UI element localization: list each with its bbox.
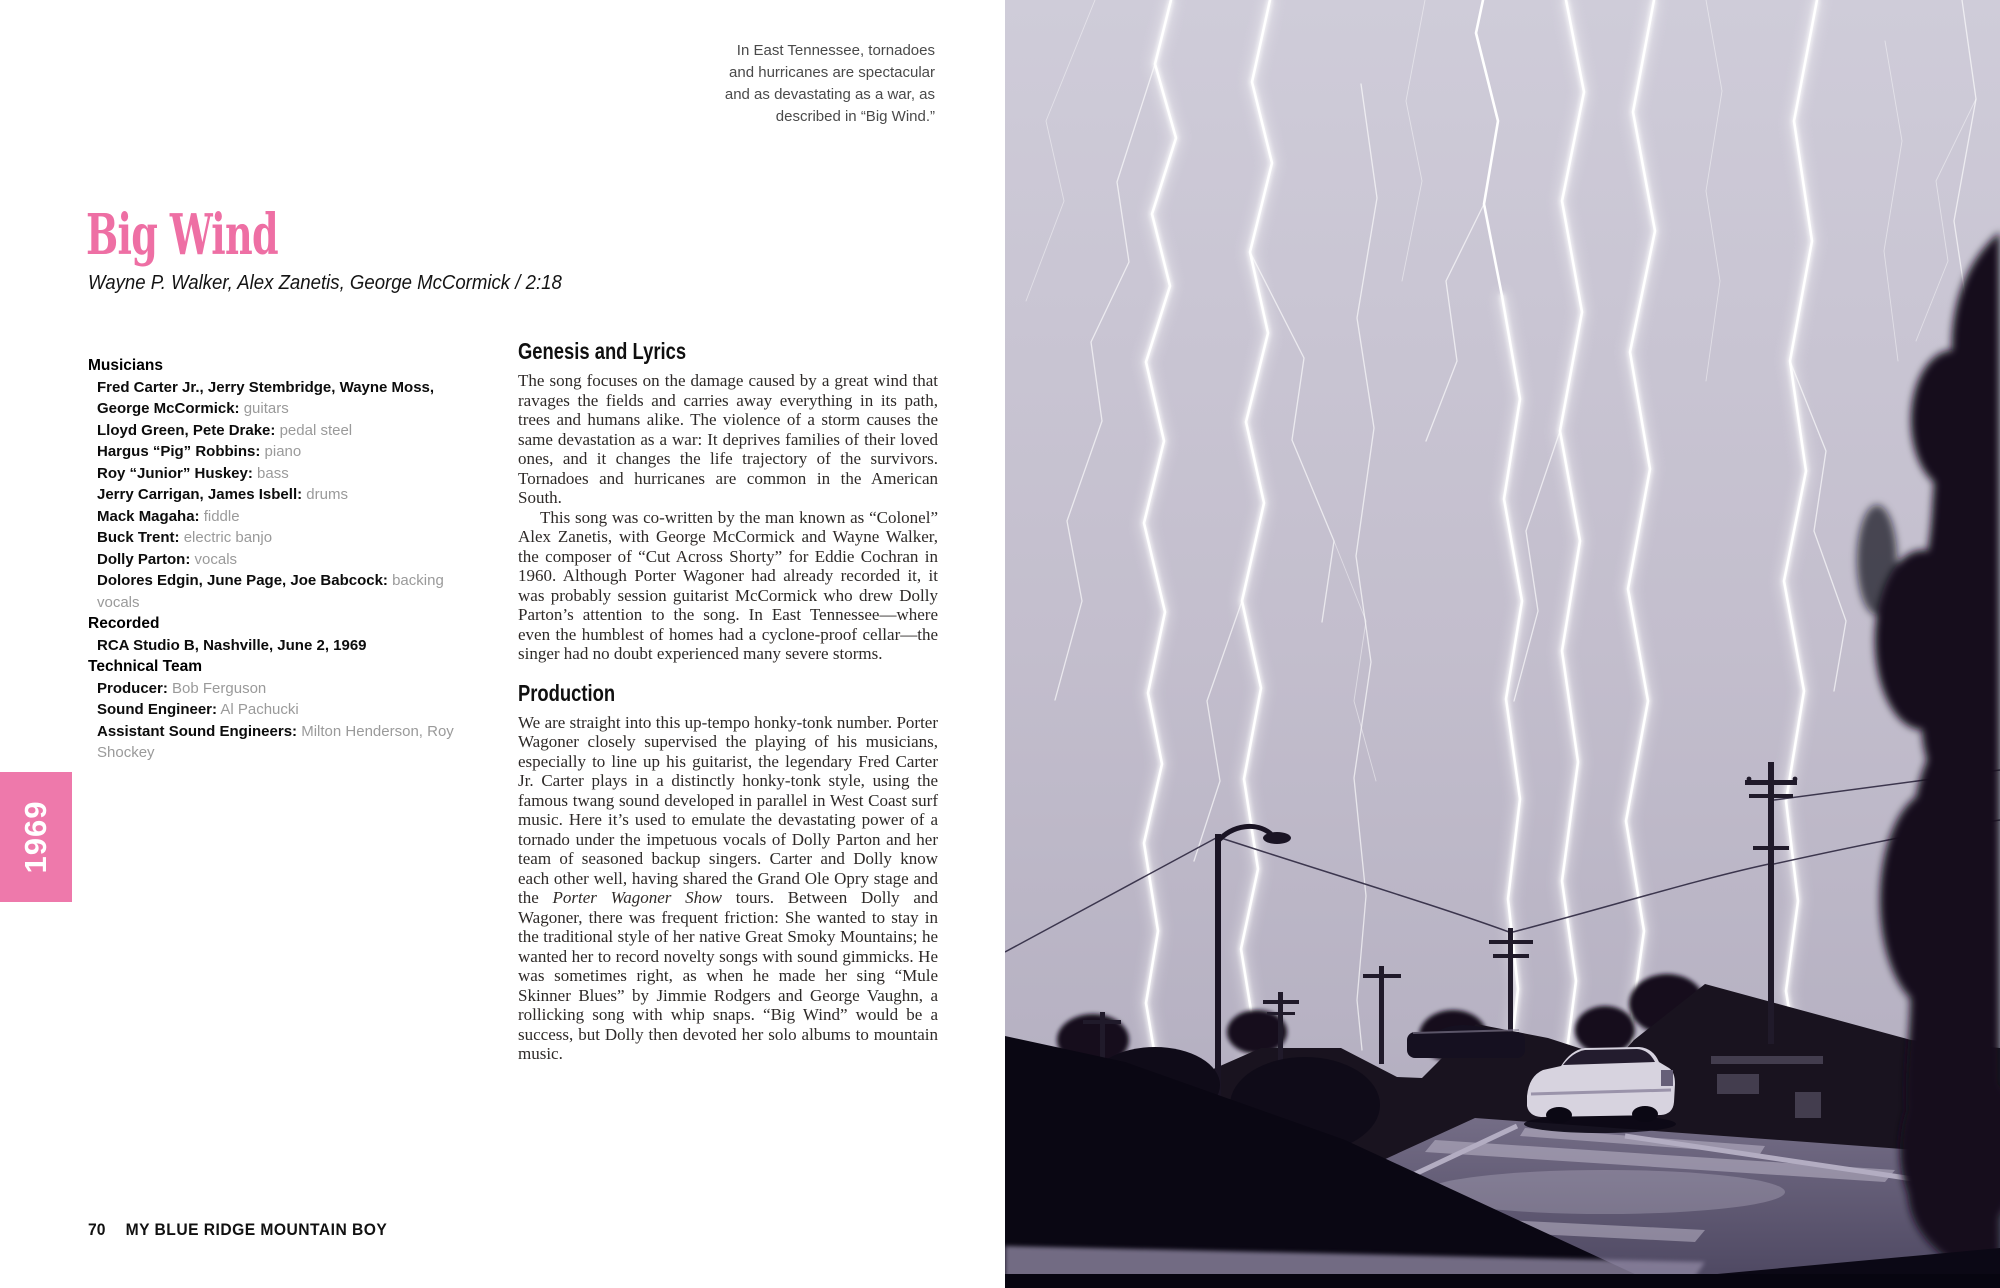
credit-entry [88,484,460,506]
lightning-photo [1005,0,2000,1288]
production-show-title: Porter Wagoner Show [552,888,722,907]
credit-names: Dolly Parton: [97,550,191,568]
photo-caption-line: and hurricanes are spectacular [729,64,935,81]
production-paragraph [518,713,938,1064]
photo-caption-line: described in “Big Wind.” [775,108,935,125]
genesis-paragraph-1: The song focuses on the damage caused by a great wind that ravages the fields and carries away everything in its path, trees and humans alike. The violence of a storm causes the same devastation as a war: It deprives families of their loved ones, and it changes the life trajectory of the survivors. Tornadoes and hurricanes are common in the American South. [518,371,938,507]
credit-role: pedal steel [279,421,353,439]
photo-caption-line: In East Tennessee, tornadoes [736,42,935,59]
credit-entry [88,549,460,571]
credit-names: Assistant Sound Engineers: [97,722,298,740]
year-label: 1969 [18,800,53,874]
book-title: MY BLUE RIDGE MOUNTAIN BOY [125,1220,388,1239]
musicians-heading: Musicians [88,357,163,374]
credit-entry [88,721,460,764]
page-footer [88,1220,387,1240]
credit-role: fiddle [203,507,240,525]
page-number: 70 [88,1220,106,1239]
credit-names: Lloyd Green, Pete Drake: [97,421,276,439]
credit-names: Dolores Edgin, June Page, Joe Babcock: [97,572,388,589]
musicians-list [88,377,460,614]
credit-role: Milton Henderson, Roy Shockey [97,722,454,761]
credit-names: Mack Magaha: [97,507,200,525]
credit-role: Al Pachucki [220,701,299,718]
credit-names: Jerry Carrigan, James Isbell: [97,486,303,503]
recorded-heading: Recorded [88,615,160,632]
credit-role: electric banjo [183,529,273,546]
credit-role: drums [306,486,348,503]
credit-role: bass [257,464,289,482]
production-text: tours. Between Dolly and Wagoner, there was frequent friction: She wanted to stay in the traditional style of her native Great Smoky Mountains; he wanted her to record novelty songs with sound gimmicks. He was sometimes right, as when he made her sing “Mule Skinner Blues” by Jimmie Rodgers and George Vaughn, a rollicking song with whip snaps. “Big Wind” would be a success, but Dolly then devoted her solo albums to mountain music. [518,888,938,1063]
credit-names: Hargus “Pig” Robbins: [97,443,261,460]
genesis-heading: Genesis and Lyrics [518,338,687,364]
credit-entry [88,377,460,420]
credit-entry [88,506,460,528]
credit-role: guitars [243,400,289,417]
credit-role: piano [264,443,302,460]
production-heading: Production [518,679,616,706]
credit-entry [88,699,460,721]
credit-entry [88,463,460,485]
credit-role: Bob Ferguson [172,679,267,697]
technical-list [88,678,460,764]
credit-names: Producer: [97,679,168,697]
credit-names: Fred Carter Jr., Jerry Stembridge, Wayne Moss, George McCormick: [97,378,435,417]
credit-role: backing vocals [97,572,444,611]
photo-caption [690,40,935,128]
credit-names: Roy “Junior” Huskey: [97,464,253,482]
credits-column [88,355,460,764]
credit-entry [88,527,460,549]
technical-heading: Technical Team [88,658,202,675]
photo-caption-line: and as devastating as a war, as [724,86,935,103]
credit-entry [88,441,460,463]
genesis-paragraph-2: This song was co-written by the man known as “Colonel” Alex Zanetis, with George McCormick and Wayne Walker, the composer of “Cut Across Shorty” for Eddie Cochran in 1960. Although Porter Wagoner had already recorded it, it was probably session guitarist McCormick who drew Dolly Parton’s attention to the song. In East Tennessee—where even the humblest of homes had a cyclone-proof cellar—the singer had no doubt experienced many severe storms. [518,507,938,663]
bottom-edge [1005,1274,2000,1288]
lightning-photo-svg [1005,0,2000,1288]
credit-names: Buck Trent: [97,529,180,546]
production-text: We are straight into this up-tempo honky-tonk number. Porter Wagoner closely supervised the playing of his musicians, especially to line up his guitarist, the legendary Fred Carter Jr. Carter plays in a distinctly honky-tonk style, using the famous twang sound developed in parallel in West Coast surf music. Here it’s used to emulate the devastating power of a tornado under the impetuous vocals of Dolly Parton and her team of seasoned backup singers. Carter and Dolly know each other well, having shared the Grand Ole Opry stage and the [518,712,938,907]
credit-role: vocals [194,550,238,568]
credit-names: Sound Engineer: [97,701,217,718]
song-credits: Wayne P. Walker, Alex Zanetis, George McCormick / 2:18 [88,272,562,294]
credit-entry [88,570,460,613]
credit-entry [88,420,460,442]
credit-entry [88,678,460,700]
page-title: Big Wind [86,202,278,268]
recorded-value: RCA Studio B, Nashville, June 2, 1969 [97,636,367,654]
year-tab [0,772,72,902]
article-column [518,338,938,1064]
